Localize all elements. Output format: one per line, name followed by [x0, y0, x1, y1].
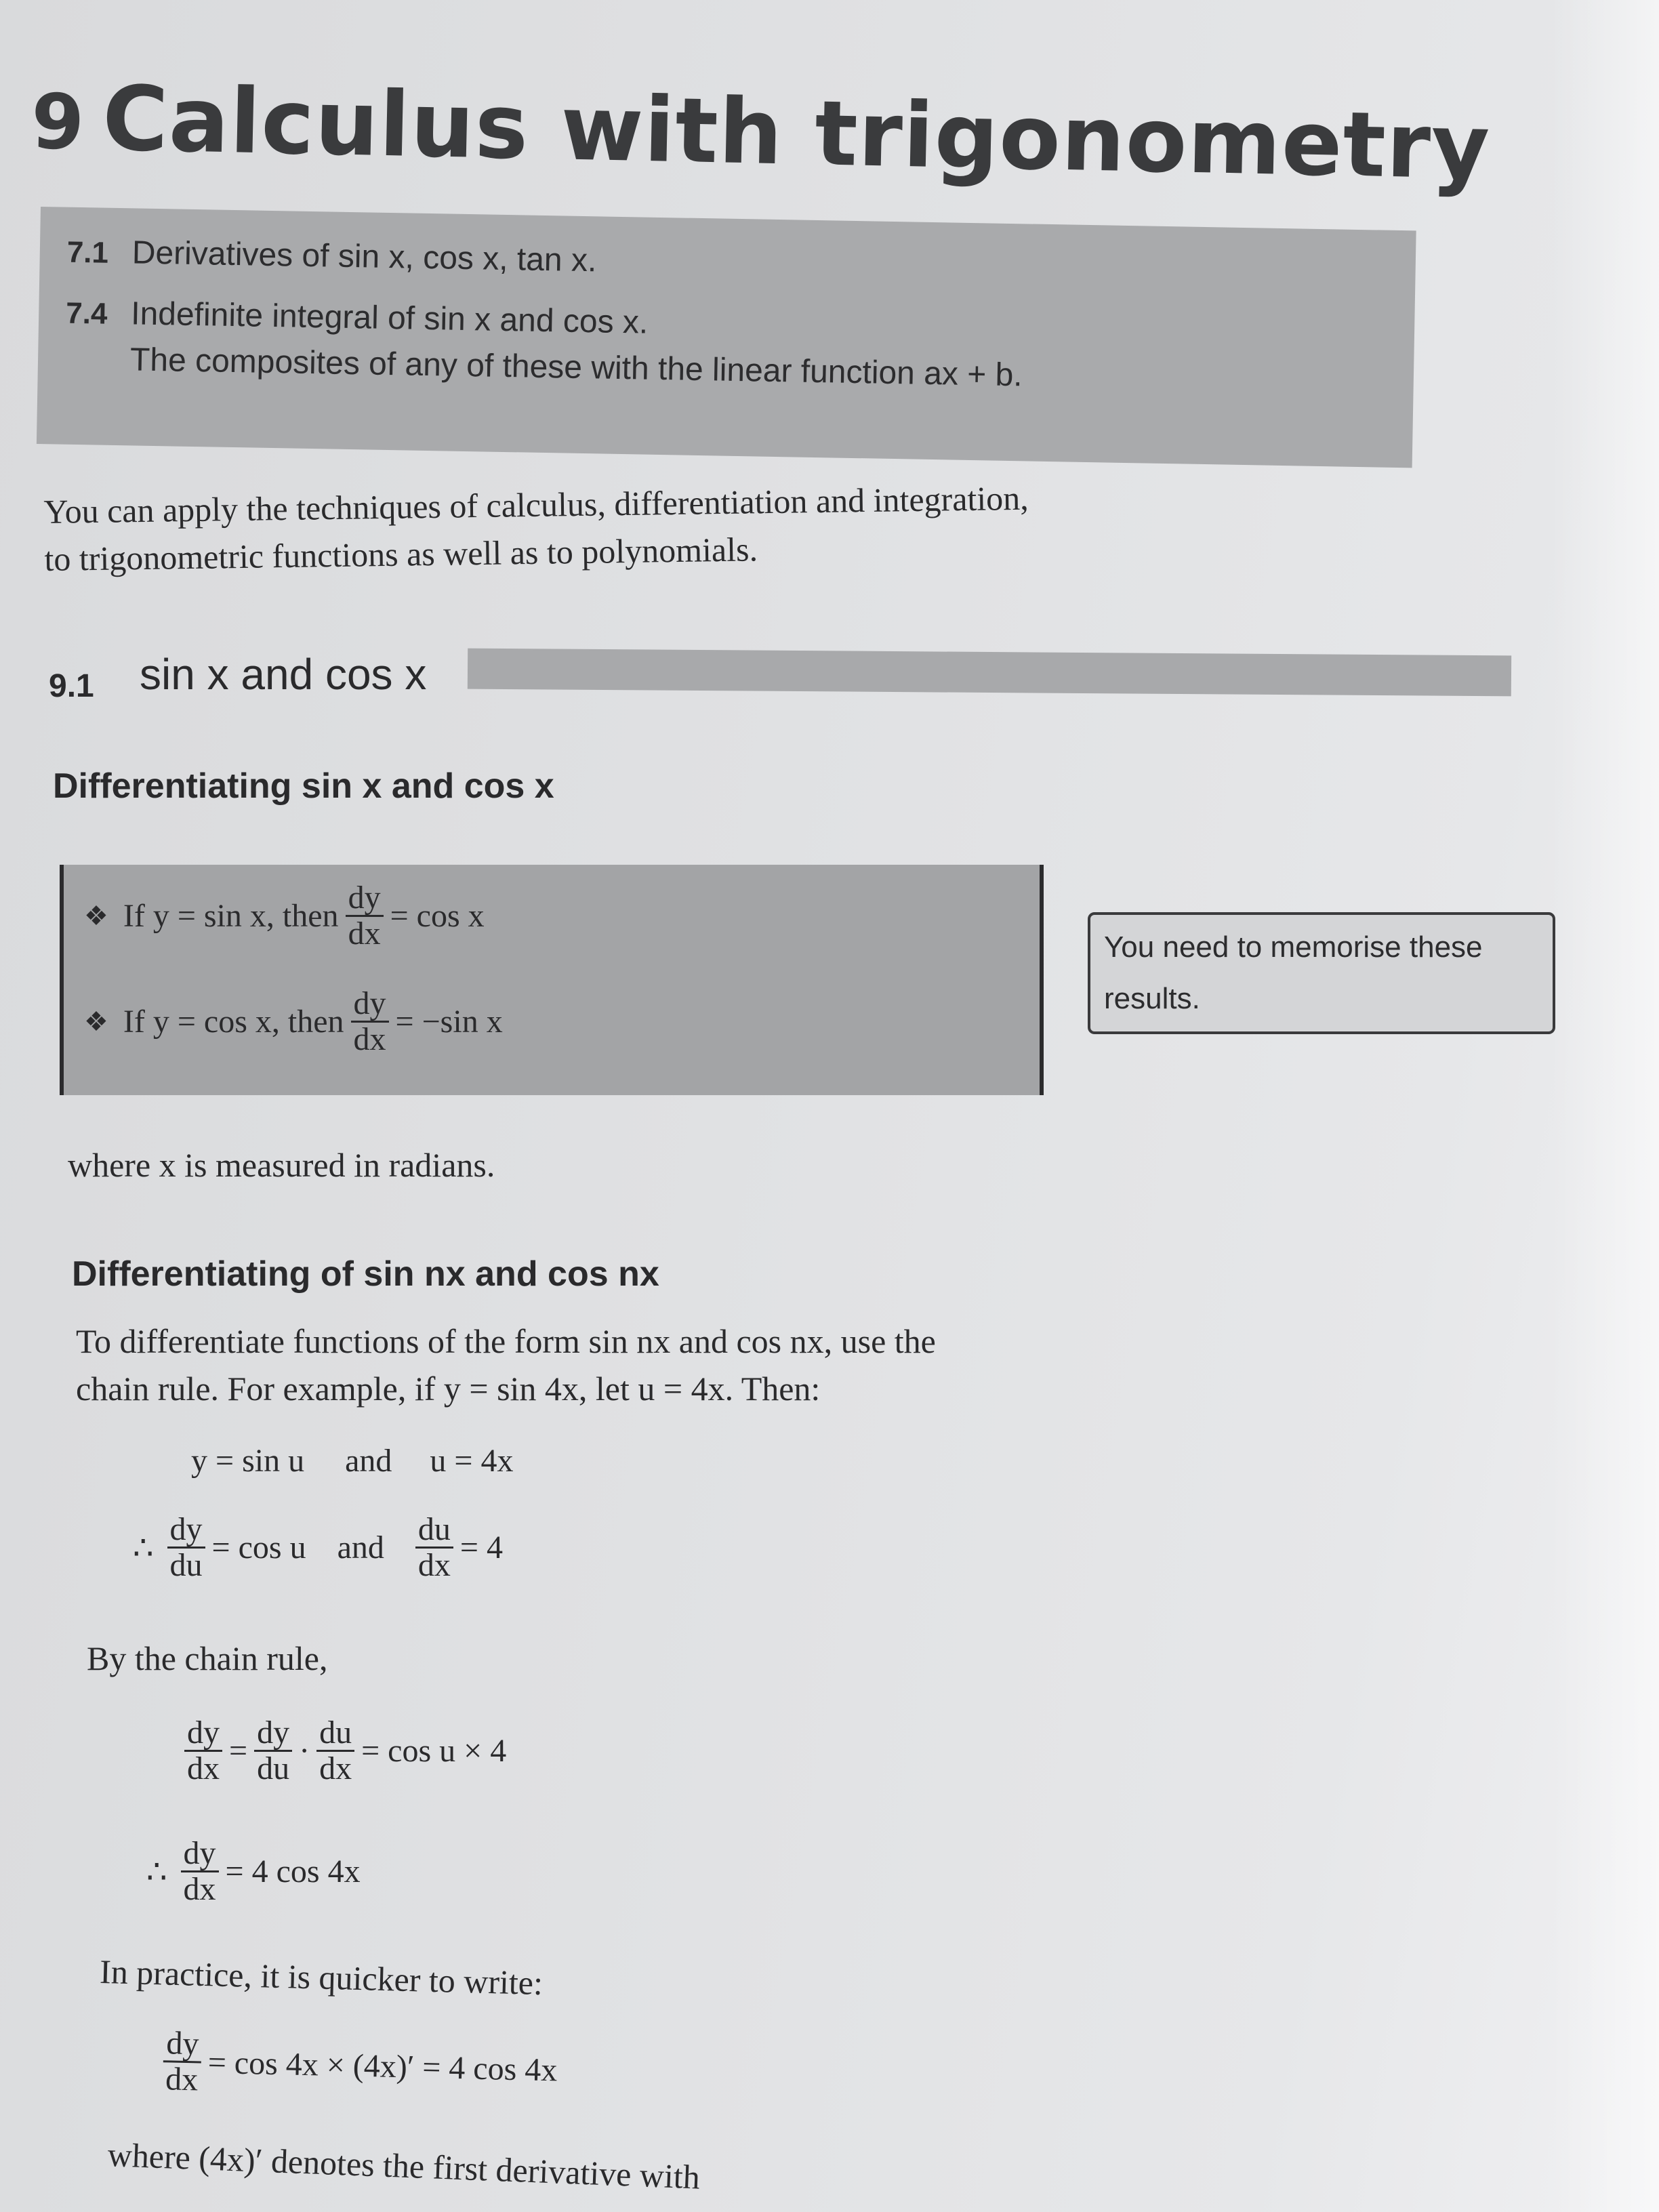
therefore-symbol: ∴ [146, 1853, 167, 1890]
equation-line [178, 1716, 506, 1786]
section-title: sin x and cos x [140, 650, 427, 699]
paragraph-line: chain rule. For example, if y = sin 4x, let u = 4x. Then: [76, 1370, 821, 1408]
equation-line [133, 1513, 503, 1583]
result-prefix: If y = sin x, then [123, 898, 339, 935]
syllabus-item [66, 233, 596, 280]
frac-num: du [316, 1716, 354, 1752]
practice-label: In practice, it is quicker to write: [99, 1952, 544, 2003]
result-row [84, 987, 503, 1057]
section-rule [468, 649, 1511, 697]
equation-line [156, 2026, 558, 2106]
fraction [254, 1716, 292, 1786]
syllabus-box [37, 207, 1416, 468]
page-edge-highlight [1551, 0, 1659, 2212]
frac-den: du [257, 1750, 290, 1787]
frac-num: dy [184, 1716, 222, 1752]
memorise-note: You need to memorise these results. [1088, 912, 1555, 1034]
equation-line [191, 1442, 513, 1479]
eq-and: and [337, 1530, 384, 1566]
fraction [415, 1513, 453, 1583]
frac-num: dy [181, 1837, 219, 1872]
eq-part: = 4 [459, 1530, 503, 1566]
syllabus-item-continuation: The composites of any of these with the linear function ax + b. [129, 342, 1023, 394]
syllabus-item [66, 294, 649, 342]
chapter-number: 9 [30, 77, 86, 167]
frac-den: dx [348, 916, 381, 952]
equation-line [146, 1837, 361, 1907]
syllabus-text: Derivatives of sin x, cos x, tan x. [131, 234, 597, 279]
frac-den: dx [187, 1750, 220, 1787]
frac-den: dx [183, 1871, 216, 1908]
dot-operator: · [299, 1733, 310, 1769]
result-row [84, 881, 485, 951]
eq-part: = 4 cos 4x [225, 1853, 361, 1890]
frac-num: dy [351, 987, 389, 1023]
diamond-bullet-icon: ❖ [84, 1006, 108, 1038]
frac-den: dx [165, 2061, 199, 2098]
result-rhs: = cos x [390, 898, 485, 935]
frac-num: dy [254, 1716, 292, 1752]
frac-num: dy [167, 1513, 205, 1549]
eq-part: = cos u [211, 1530, 306, 1566]
syllabus-code: 7.4 [65, 296, 108, 331]
intro-paragraph: You can apply the techniques of calculus, differentiation and integration, to trigonometric functions as well as to polynomials. [43, 478, 1029, 578]
frac-num: dy [163, 2026, 202, 2064]
diamond-bullet-icon: ❖ [84, 901, 108, 932]
eq-part: = cos 4x × (4x)′ = 4 cos 4x [207, 2045, 558, 2089]
fraction [184, 1716, 222, 1786]
chapter-title [30, 65, 1492, 200]
chapter-title-text: Calculus with trigonometry [101, 66, 1492, 201]
frac-den: dx [353, 1021, 386, 1058]
result-rhs: = −sin x [395, 1004, 503, 1040]
frac-num: du [415, 1513, 453, 1549]
derivative-fraction [351, 987, 389, 1057]
frac-den: dx [319, 1750, 352, 1787]
result-prefix: If y = cos x, then [123, 1004, 344, 1040]
eq-part: u = 4x [430, 1443, 514, 1479]
frac-num: dy [346, 881, 384, 917]
fraction [167, 1513, 205, 1583]
footer-text: where (4x)′ denotes the first derivative with [106, 2135, 701, 2196]
derivative-fraction [346, 881, 384, 951]
fraction [163, 2026, 202, 2097]
subsection-heading: Differentiating sin x and cos x [53, 766, 554, 806]
fraction [316, 1716, 354, 1786]
radians-note: where x is measured in radians. [68, 1146, 495, 1184]
frac-den: dx [417, 1547, 451, 1584]
syllabus-code: 7.1 [66, 235, 109, 270]
eq-part: = cos u × 4 [361, 1733, 507, 1769]
key-results-box [60, 865, 1044, 1095]
chain-rule-label: By the chain rule, [87, 1639, 328, 1677]
fraction [181, 1837, 219, 1907]
therefore-symbol: ∴ [133, 1530, 154, 1566]
equals-sign: = [229, 1733, 248, 1769]
paragraph-line: To differentiate functions of the form sin nx and cos nx, use the [76, 1322, 936, 1360]
eq-and: and [345, 1443, 392, 1479]
eq-part: y = sin u [191, 1443, 305, 1479]
syllabus-text: Indefinite integral of sin x and cos x. [130, 295, 649, 341]
section-number: 9.1 [49, 668, 94, 704]
subsection-heading: Differentiating of sin nx and cos nx [72, 1254, 659, 1294]
frac-den: du [169, 1547, 203, 1584]
